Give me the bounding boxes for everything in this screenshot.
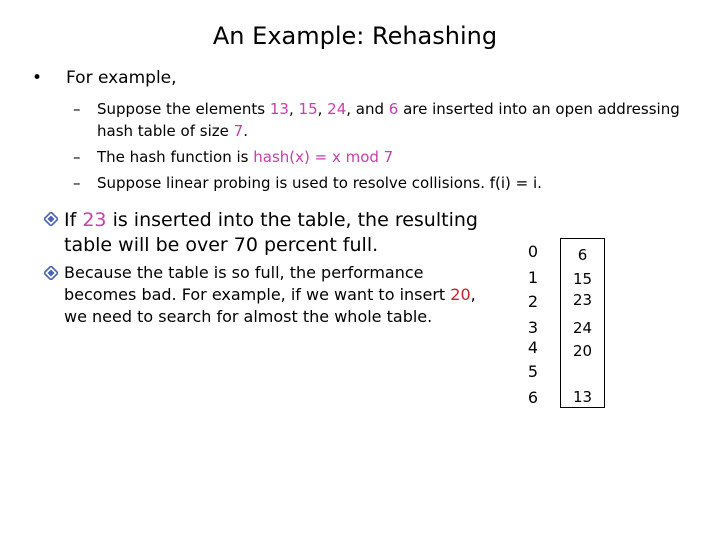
- num: 7: [233, 122, 244, 140]
- text: Because the table is so full, the performance becomes bad. For example, if we want to insert: [64, 263, 451, 304]
- text: .: [243, 122, 248, 140]
- text: ,: [288, 100, 299, 118]
- text: The hash function is: [97, 148, 254, 166]
- table-cell: 13: [572, 388, 593, 406]
- text: , we need to search for almost the whole table.: [64, 285, 476, 326]
- table-cell: 24: [572, 319, 593, 337]
- table-index: 5: [527, 362, 539, 381]
- table-index: 2: [527, 292, 539, 311]
- table-cell: 6: [577, 246, 588, 264]
- text: , and: [346, 100, 389, 118]
- diamond-bullet-icon: [44, 212, 58, 226]
- hash-formula: hash(x) = x mod 7: [253, 148, 394, 166]
- table-index: 4: [527, 338, 539, 357]
- dash-marker: –: [73, 148, 81, 166]
- table-index: 6: [527, 388, 539, 407]
- text: Suppose the elements: [97, 100, 270, 118]
- intro-text: For example,: [66, 68, 177, 88]
- num: 13: [269, 100, 289, 118]
- num: 24: [327, 100, 347, 118]
- dash-marker: –: [73, 174, 81, 192]
- text: hash table of size: [97, 122, 234, 140]
- diamond-bullet-icon: [44, 266, 58, 280]
- num: 15: [298, 100, 318, 118]
- text: ,: [317, 100, 328, 118]
- sub-item-elements: [73, 98, 680, 142]
- slide-title: An Example: Rehashing: [212, 22, 498, 50]
- table-index: 1: [527, 268, 539, 287]
- table-index: 3: [527, 318, 539, 337]
- text: is inserted into the table, the resulting table will be over 70 percent full.: [64, 209, 478, 256]
- sub-item-probing: [73, 172, 542, 194]
- point-insert-23: [44, 208, 499, 258]
- table-cell: 23: [572, 291, 593, 309]
- text: Suppose linear probing is used to resolve collisions. f(i) = i.: [97, 174, 542, 192]
- point-insert-20: [44, 262, 499, 328]
- sub-item-hash-function: [73, 146, 393, 168]
- text: are inserted into an open addressing: [398, 100, 680, 118]
- bullet-dot: •: [32, 68, 43, 88]
- table-cell: 15: [572, 270, 593, 288]
- table-cell: 20: [572, 342, 593, 360]
- text: If: [64, 209, 83, 231]
- dash-marker: –: [73, 100, 81, 118]
- num: 23: [82, 209, 107, 231]
- table-index: 0: [527, 242, 539, 261]
- num: 20: [450, 285, 471, 304]
- num: 6: [388, 100, 399, 118]
- continued-line: [73, 120, 680, 142]
- intro-bullet: [32, 68, 177, 88]
